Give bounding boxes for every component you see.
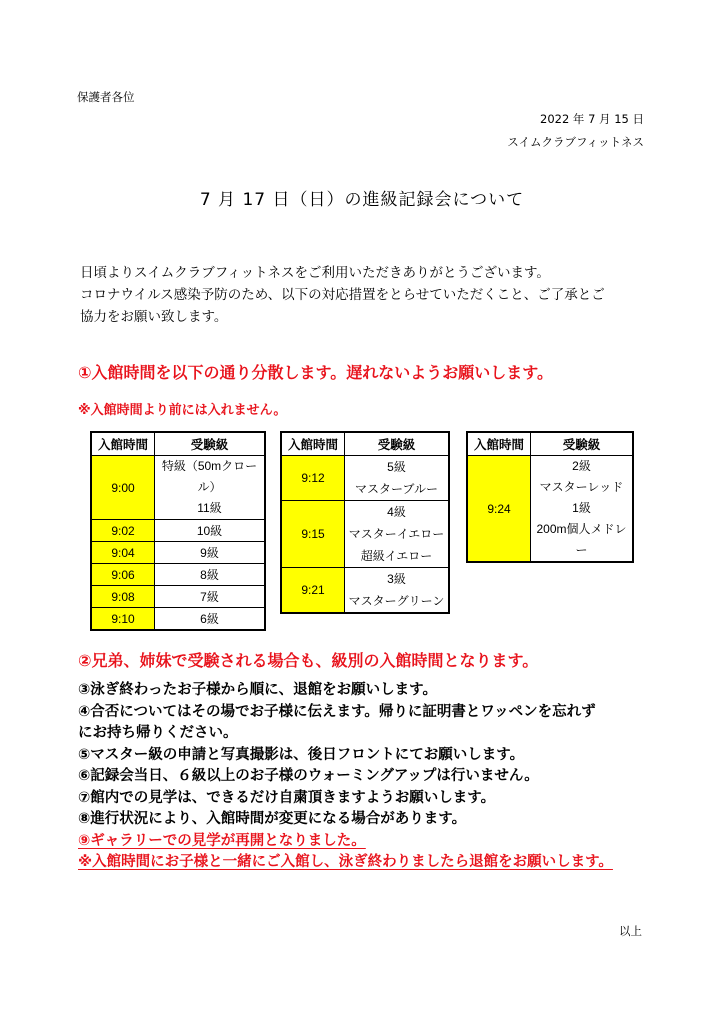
sender-name: スイムクラブフィットネス <box>507 135 644 149</box>
table-row <box>91 586 265 608</box>
col-header-time: 入館時間 <box>467 432 531 456</box>
schedule-table-2 <box>280 431 450 614</box>
entry-time: 9:24 <box>467 456 531 563</box>
notice-list <box>78 680 613 874</box>
list-item: にお持ち帰りください。 <box>78 725 238 741</box>
table-row <box>91 564 265 586</box>
grade-label: 3級 <box>387 571 406 586</box>
grade-cell <box>345 568 450 614</box>
col-header-time: 入館時間 <box>91 432 155 456</box>
list-item: ⑦館内での見学は、できるだけ自粛頂きますようお願いします。 <box>78 789 496 806</box>
grade-label: 200m個人メドレー <box>536 522 627 557</box>
entry-time: 9:02 <box>91 520 155 542</box>
list-item: ⑥記録会当日、６級以上のお子様のウォーミングアップは行いません。 <box>78 768 539 784</box>
grade-label: 10級 <box>155 520 266 542</box>
list-item-gallery: ⑨ギャラリーでの見学が再開となりました。 <box>78 832 366 849</box>
final-note: ※入館時間にお子様と一緒にご入館し、泳ぎ終わりましたら退館をお願いします。 <box>78 854 613 870</box>
list-item: ③泳ぎ終わったお子様から順に、退館をお願いします。 <box>78 682 437 698</box>
list-item: ⑤マスター級の申請と写真撮影は、後日フロントにてお願いします。 <box>78 746 525 763</box>
table-row <box>281 568 449 614</box>
intro-paragraph <box>80 262 605 328</box>
entry-time: 9:00 <box>91 456 155 520</box>
table-row <box>91 456 265 520</box>
grade-label: マスターレッド <box>539 480 624 494</box>
entry-time: 9:08 <box>91 586 155 608</box>
grade-label: マスターグリーン <box>348 593 445 608</box>
entry-time: 9:10 <box>91 608 155 631</box>
section1-heading: ①入館時間を以下の通り分散します。遅れないようお願いします。 <box>78 363 553 382</box>
grade-cell <box>345 456 450 501</box>
col-header-grade: 受験級 <box>345 432 450 456</box>
col-header-time: 入館時間 <box>281 432 345 456</box>
intro-line: 日頃よりスイムクラブフィットネスをご利用いただきありがとうございます。 <box>80 265 550 281</box>
table-row <box>91 520 265 542</box>
document-date: 2022 年 7 月 15 日 <box>540 112 644 126</box>
entry-time: 9:04 <box>91 542 155 564</box>
grade-cell <box>155 456 266 520</box>
grade-label: 2級 <box>572 459 591 473</box>
grade-label: 超級イエロー <box>360 548 433 563</box>
item-2-heading: ②兄弟、姉妹で受験される場合も、級別の入館時間となります。 <box>78 651 539 670</box>
section1-note: ※入館時間より前には入れません。 <box>78 403 287 418</box>
table-row <box>467 456 633 563</box>
grade-label: 11級 <box>197 501 222 515</box>
intro-line: コロナウイルス感染予防のため、以下の対応措置をとらせていただくこと、ご了承とご <box>80 287 605 303</box>
grade-label: マスターイエロー <box>348 526 445 541</box>
grade-label: 4級 <box>387 504 406 519</box>
intro-line: 協力をお願い致します。 <box>80 309 228 325</box>
list-item: ⑧進行状況により、入館時間が変更になる場合があります。 <box>78 811 467 827</box>
col-header-grade: 受験級 <box>531 432 634 456</box>
page-title: 7 月 17 日（日）の進級記録会について <box>199 190 525 210</box>
schedule-table-3 <box>466 431 634 563</box>
grade-label: 8級 <box>155 564 266 586</box>
grade-label: 5級 <box>387 459 406 474</box>
grade-label: マスターブルー <box>355 481 438 496</box>
grade-label: 1級 <box>572 501 591 515</box>
col-header-grade: 受験級 <box>155 432 266 456</box>
entry-time: 9:12 <box>281 456 345 501</box>
grade-cell <box>531 456 634 563</box>
grade-label: 特級（50mクロール） <box>161 459 258 494</box>
addressee: 保護者各位 <box>77 90 135 104</box>
schedule-table-1 <box>90 431 266 631</box>
table-row <box>281 501 449 568</box>
list-item: ④合否についてはその場でお子様に伝えます。帰りに証明書とワッペンを忘れず <box>78 703 596 720</box>
grade-cell <box>345 501 450 568</box>
grade-label: 9級 <box>155 542 266 564</box>
grade-label: 6級 <box>155 608 266 631</box>
entry-time: 9:15 <box>281 501 345 568</box>
entry-time: 9:06 <box>91 564 155 586</box>
table-row <box>91 542 265 564</box>
grade-label: 7級 <box>155 586 266 608</box>
table-row <box>281 456 449 501</box>
closing: 以上 <box>619 924 642 938</box>
table-row <box>91 608 265 631</box>
entry-time: 9:21 <box>281 568 345 614</box>
